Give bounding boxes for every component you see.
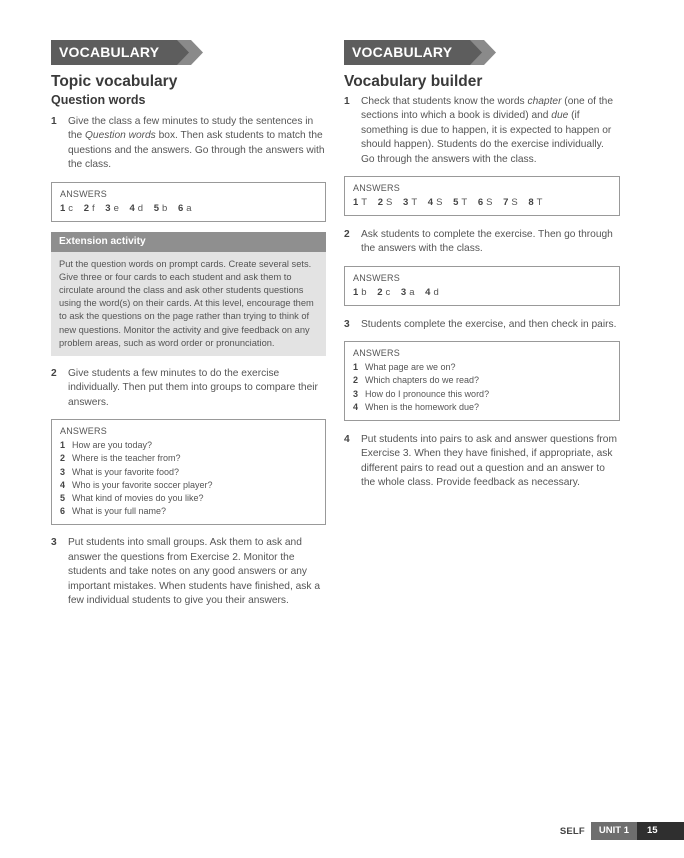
answer-line: 1 How are you today? bbox=[60, 440, 153, 451]
answers-box bbox=[51, 419, 326, 525]
unit-badge: UNIT 1 bbox=[591, 822, 637, 840]
item-text: Give students a few minutes to do the exercise individually. Then put them into groups to compare their answers. bbox=[68, 368, 318, 408]
answers-box bbox=[344, 176, 620, 216]
answer-pair: 4 S bbox=[427, 197, 443, 209]
answer-line: 3 How do I pronounce this word? bbox=[353, 388, 490, 399]
answer-pair: 4 d bbox=[129, 202, 144, 214]
item-number: 3 bbox=[51, 537, 57, 549]
answer-pair: 7 S bbox=[503, 197, 518, 209]
item-text: Check that students know the words chapter (one of the sections into which a book is divided) and due (if something is due to happen, it is expected to happen or should happen). Students do the exercise individually. Go through the answers with the class. bbox=[361, 96, 614, 165]
answer-pair: 3 a bbox=[400, 286, 415, 298]
answers-row bbox=[60, 202, 317, 215]
item-number: 2 bbox=[344, 229, 350, 241]
chevron-right-icon bbox=[460, 40, 498, 65]
answer-pair: 2 c bbox=[377, 286, 391, 298]
item-text: Students complete the exercise, and then check in pairs. bbox=[361, 318, 617, 330]
answers-row bbox=[353, 196, 611, 209]
instruction-item bbox=[344, 95, 620, 167]
instruction-item bbox=[51, 536, 326, 608]
answers-box bbox=[51, 182, 326, 222]
page-footer bbox=[560, 822, 684, 840]
answer-pair: 1 c bbox=[60, 202, 74, 214]
left-column bbox=[51, 40, 326, 609]
section-subtitle: Question words bbox=[51, 93, 146, 107]
chevron-right-icon bbox=[167, 40, 205, 65]
section-banner bbox=[344, 40, 620, 65]
banner-label: VOCABULARY bbox=[344, 40, 460, 65]
section-banner bbox=[51, 40, 326, 65]
answer-pair: 1 T bbox=[353, 197, 368, 209]
answers-box bbox=[344, 341, 620, 421]
section-title: Vocabulary builder bbox=[344, 73, 483, 90]
answer-pair: 6 S bbox=[477, 197, 493, 209]
extension-body: Put the question words on prompt cards. Create several sets. Give three or four cards to each student and ask them to circulate around the class and ask other students questions using the word(s) on their cards. At this level, encourage them to ask the questions on the page rather than trying to think of new questions. Monitor the activity and give feedback on any problem areas, such as word order or pronunciation. bbox=[51, 252, 326, 356]
answer-pair: 2 f bbox=[83, 202, 95, 214]
answers-title: ANSWERS bbox=[353, 348, 400, 359]
answer-line: 2 Where is the teacher from? bbox=[60, 453, 181, 464]
footer-label: SELF bbox=[559, 825, 585, 837]
instruction-item bbox=[344, 318, 620, 332]
answer-line: 1 What page are we on? bbox=[353, 362, 456, 373]
answer-line: 5 What kind of movies do you like? bbox=[60, 493, 204, 504]
answer-line: 4 When is the homework due? bbox=[353, 401, 480, 412]
answer-pair: 6 a bbox=[177, 202, 192, 214]
item-number: 3 bbox=[344, 318, 350, 330]
instruction-item bbox=[51, 115, 326, 173]
item-text: Give the class a few minutes to study the sentences in the Question words box. Then ask students to match the questions and the answers. Go through the answers with the class. bbox=[68, 116, 325, 171]
instruction-item bbox=[51, 367, 326, 410]
item-number: 1 bbox=[344, 96, 350, 107]
item-number: 1 bbox=[51, 116, 57, 127]
item-number: 2 bbox=[51, 368, 57, 380]
answers-title: ANSWERS bbox=[353, 183, 400, 194]
item-text: Ask students to complete the exercise. Then go through the answers with the class. bbox=[361, 229, 613, 255]
answers-title: ANSWERS bbox=[60, 426, 107, 437]
answers-title: ANSWERS bbox=[353, 272, 400, 283]
page-number: 15 bbox=[637, 822, 684, 840]
instruction-item bbox=[344, 228, 620, 257]
answer-pair: 5 T bbox=[453, 197, 468, 209]
extension-heading: Extension activity bbox=[51, 232, 326, 252]
item-text: Put students into pairs to ask and answer questions from Exercise 3. When they have finished, if appropriate, ask different pairs to read out a question and an answer to the whole class. Provide feedback as necessary. bbox=[361, 434, 617, 489]
section-title: Topic vocabulary bbox=[51, 73, 178, 90]
right-column bbox=[344, 40, 620, 491]
item-number: 4 bbox=[344, 434, 350, 446]
answer-pair: 4 d bbox=[425, 286, 439, 298]
answer-line: 4 Who is your favorite soccer player? bbox=[60, 479, 213, 490]
answers-row bbox=[353, 286, 611, 299]
item-text: Put students into small groups. Ask them to ask and answer the questions from Exercise 2. Monitor the students and take notes on any good answers or any important mistakes. When students have finished, ask a few individual students to give you their answers. bbox=[68, 537, 320, 607]
answers-title: ANSWERS bbox=[60, 188, 107, 199]
answer-pair: 3 e bbox=[105, 202, 119, 214]
answer-pair: 1 b bbox=[353, 286, 367, 298]
answers-box bbox=[344, 266, 620, 306]
answer-line: 3 What is your favorite food? bbox=[60, 466, 180, 477]
instruction-item bbox=[344, 433, 620, 491]
answer-pair: 2 S bbox=[377, 197, 393, 209]
answer-pair: 8 T bbox=[528, 197, 543, 209]
extension-activity bbox=[51, 232, 326, 356]
banner-label: VOCABULARY bbox=[51, 40, 167, 65]
answer-pair: 5 b bbox=[153, 202, 168, 214]
answer-pair: 3 T bbox=[403, 197, 418, 209]
answer-line: 6 What is your full name? bbox=[60, 506, 167, 517]
answer-line: 2 Which chapters do we read? bbox=[353, 375, 480, 386]
